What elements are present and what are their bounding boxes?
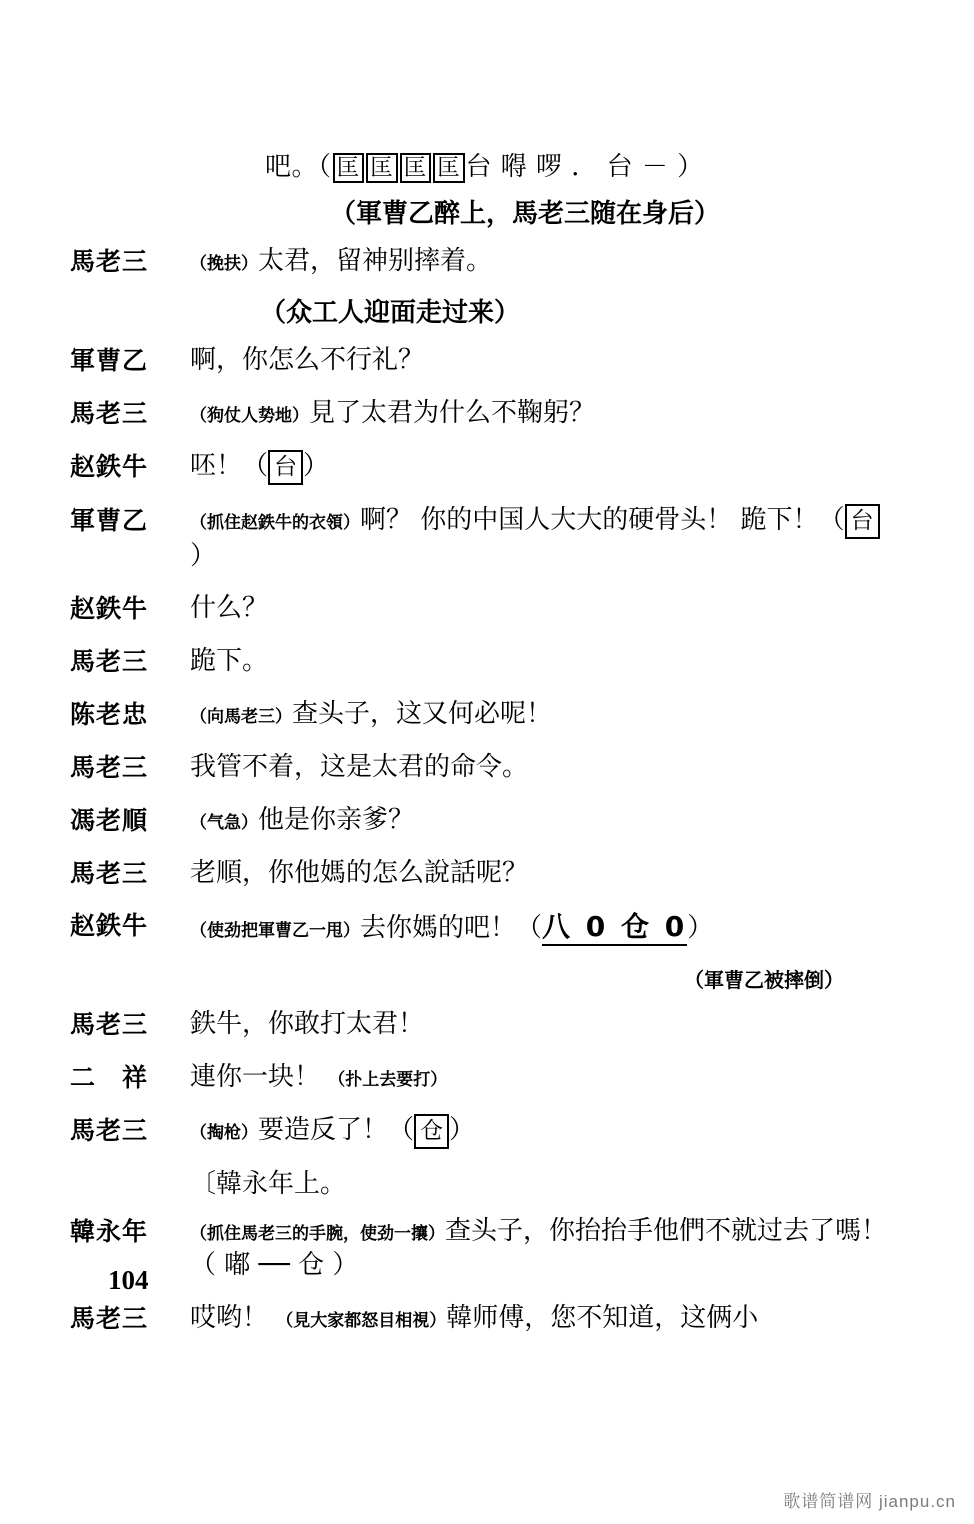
- speech-body: 呸！（: [190, 450, 269, 481]
- speech-body: 見了太君为什么不鞠躬？: [309, 398, 596, 429]
- percussion-symbol: 仓: [414, 1114, 449, 1149]
- stage-note: （气急）: [190, 812, 258, 833]
- stage-note: （狗仗人势地）: [190, 406, 309, 427]
- speech-text: [190, 908, 904, 946]
- percussion-pattern: 八 0 仓 0: [542, 910, 687, 946]
- speech-text: 啊，你怎么不行礼？: [190, 345, 425, 376]
- stage-direction-entrance: （軍曹乙醉上，馬老三随在身后）: [330, 198, 721, 229]
- speech-body-after: 韓师傅，您不知道，这俩小: [446, 1303, 759, 1334]
- speaker-name: 二 祥: [70, 1063, 149, 1093]
- speaker-name: 馬老三: [70, 752, 149, 782]
- dialogue-line: [70, 244, 904, 279]
- dialogue-line: [70, 343, 904, 378]
- speech-text: [190, 803, 904, 838]
- dialogue-line: [70, 1007, 904, 1042]
- stage-direction-crowd: （众工人迎面走过来）: [260, 298, 521, 329]
- speaker-name: 韓永年: [70, 1216, 149, 1246]
- speech-body-after: ）: [449, 1114, 476, 1145]
- top-percussion-line: [265, 150, 904, 185]
- speaker-name: 馬老三: [70, 1115, 149, 1145]
- top-line-text: 吧。（: [265, 152, 332, 182]
- speech-body: 查头子，你抬抬手他們不就过去了嗎！（ 嘟 ── 仓 ）: [190, 1215, 888, 1281]
- stage-note: （向馬老三）: [190, 707, 292, 728]
- stage-note: （抓住馬老三的手腕，使劲一攘）: [190, 1223, 445, 1244]
- speech-body-after: ）: [687, 913, 714, 944]
- dialogue-line: [70, 908, 904, 946]
- dialogue-line: [70, 1060, 904, 1095]
- percussion-symbol: 台: [268, 450, 303, 485]
- stage-note: （抓住赵鉄牛的衣領）: [190, 512, 360, 533]
- dialogue-line: [70, 503, 904, 574]
- speech-text: [190, 244, 904, 279]
- speech-text: 老順，你他媽的怎么說話呢？: [190, 857, 529, 888]
- speech-body-after: ）: [303, 450, 330, 481]
- dialogue-line: [70, 1301, 904, 1336]
- stage-direction-enter-han: 〔韓永年上。: [190, 1168, 347, 1199]
- speech-body-after: ）: [190, 540, 217, 571]
- speech-text: [190, 1060, 904, 1095]
- speaker-name: 馬老三: [70, 1304, 149, 1334]
- speech-text: 我管不着，这是太君的命令。: [190, 751, 529, 782]
- percussion-symbol: 台: [845, 504, 880, 539]
- speaker-name: 陈老忠: [70, 700, 149, 730]
- speaker-name: 軍曹乙: [70, 346, 149, 376]
- speaker-name: 赵鉄牛: [70, 451, 149, 481]
- speaker-name: 馬老三: [70, 1010, 149, 1040]
- stage-note: （使劲把軍曹乙一甩）: [190, 921, 360, 942]
- dialogue-line: [70, 449, 904, 485]
- stage-note: （挽扶）: [190, 253, 258, 274]
- speaker-name: 馬老三: [70, 399, 149, 429]
- dialogue-line: [70, 591, 904, 626]
- speech-text: 鉄牛，你敢打太君！: [190, 1009, 425, 1040]
- stage-note: （扑上去要打）: [328, 1070, 448, 1091]
- speech-text: [190, 697, 904, 732]
- speech-text: [190, 503, 904, 574]
- boxed-note-2: 匡: [366, 153, 398, 183]
- speech-body: 查头子，这又何必呢！: [292, 699, 553, 730]
- dialogue-line: [70, 1113, 904, 1149]
- speech-text: [190, 1214, 904, 1284]
- speech-text: [190, 396, 904, 431]
- speaker-name: 軍曹乙: [70, 505, 149, 535]
- speaker-name: 馬老三: [70, 647, 149, 677]
- speech-body: 連你一块！: [190, 1062, 321, 1093]
- dialogue-line: [70, 396, 904, 431]
- dialogue-line: [70, 1214, 904, 1284]
- speaker-name: 馬老三: [70, 858, 149, 888]
- top-line-after: 台 嘚 啰 ． 台 － ）: [465, 152, 704, 182]
- speech-body: 哎哟！: [190, 1303, 269, 1334]
- speech-text: [190, 1301, 904, 1336]
- speech-text: 跪下。: [190, 646, 269, 677]
- watermark: 歌谱简谱网 jianpu.cn: [783, 1492, 956, 1511]
- speaker-name: 赵鉄牛: [70, 911, 149, 941]
- boxed-note-1: 匡: [333, 153, 365, 183]
- boxed-note-4: 匡: [433, 153, 465, 183]
- speaker-name: 馬老三: [70, 246, 149, 276]
- speech-body: 要造反了！（: [258, 1114, 415, 1145]
- speaker-name: 馮老順: [70, 805, 149, 835]
- dialogue-line: [70, 750, 904, 785]
- speech-text: [190, 449, 904, 485]
- speaker-name: 赵鉄牛: [70, 594, 149, 624]
- dialogue-line: [70, 697, 904, 732]
- dialogue-line: [70, 644, 904, 679]
- page-number: 104: [108, 1265, 149, 1295]
- stage-note: （見大家都怒目相視）: [276, 1311, 447, 1332]
- boxed-note-3: 匡: [400, 153, 432, 183]
- speech-body: 太君，留神别摔着。: [258, 245, 493, 276]
- speech-text: 什么？: [190, 593, 269, 624]
- dialogue-line: [70, 803, 904, 838]
- stage-note: （掏枪）: [190, 1122, 258, 1143]
- speech-body: 他是你亲爹？: [258, 804, 415, 835]
- speech-body: 啊？ 你的中国人大大的硬骨头！ 跪下！（: [360, 504, 845, 535]
- speech-body: 去你媽的吧！（: [360, 913, 543, 944]
- speech-text: [190, 1113, 904, 1149]
- stage-direction-fall: （軍曹乙被摔倒）: [684, 968, 844, 993]
- dialogue-line: [70, 856, 904, 891]
